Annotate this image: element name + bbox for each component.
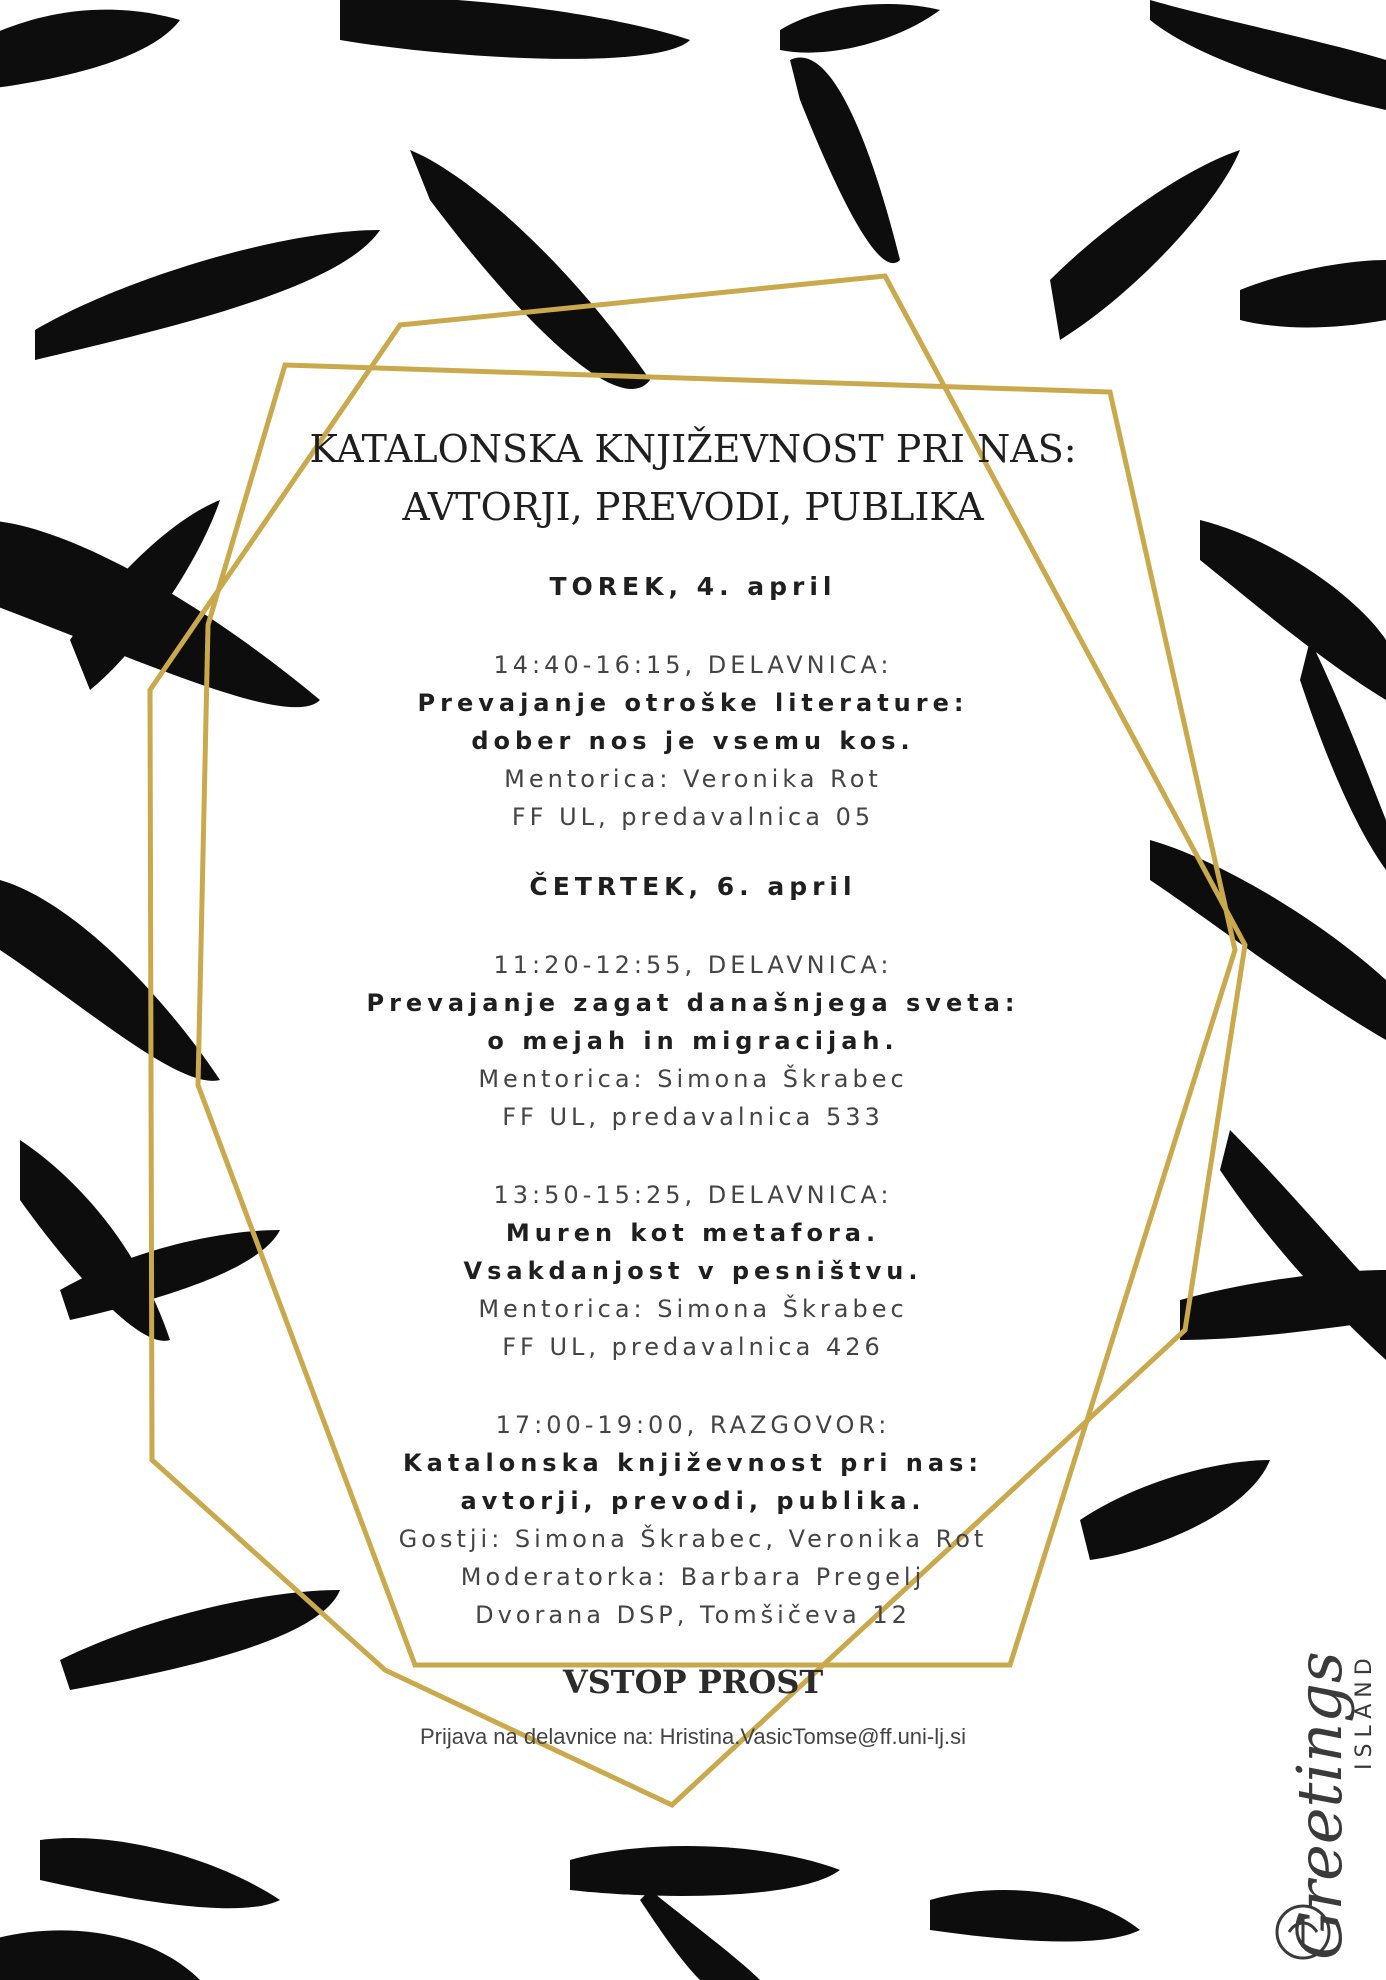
- session-thursday-3: [193, 1406, 1193, 1634]
- session-topic: o mejah in migracijah.: [487, 1027, 899, 1055]
- brand-subtitle: ISLAND: [1352, 1652, 1377, 1770]
- session-location: FF UL, predavalnica 426: [502, 1333, 884, 1361]
- session-topic: avtorji, prevodi, publika.: [460, 1487, 926, 1515]
- session-topic: Prevajanje zagat današnjega sveta:: [366, 989, 1020, 1017]
- session-topic: Prevajanje otroške literature:: [417, 689, 969, 717]
- page-title: [193, 420, 1193, 536]
- session-location: Dvorana DSP, Tomšičeva 12: [475, 1601, 911, 1629]
- title-line-2: AVTORJI, PREVODI, PUBLIKA: [402, 485, 984, 529]
- session-guests: Gostji: Simona Škrabec, Veronika Rot: [398, 1525, 988, 1553]
- session-topic: dober nos je vsemu kos.: [471, 727, 915, 755]
- registration-contact: Prijava na delavnice na: Hristina.VasicTomse@ff.uni-lj.si: [419, 1724, 967, 1749]
- session-thursday-2: [193, 1176, 1193, 1366]
- session-tuesday-1: [193, 646, 1193, 836]
- free-entry-notice: VSTOP PROST: [562, 1663, 824, 1701]
- session-moderator: Moderatorka: Barbara Pregelj: [460, 1563, 926, 1591]
- session-mentor: Mentorica: Veronika Rot: [504, 765, 882, 793]
- session-thursday-1: [193, 946, 1193, 1136]
- session-mentor: Mentorica: Simona Škrabec: [478, 1295, 908, 1323]
- session-topic: Vsakdanjost v pesništvu.: [463, 1257, 923, 1285]
- session-time: 11:20-12:55, DELAVNICA:: [493, 951, 893, 979]
- day-heading-tuesday: TOREK, 4. april: [549, 572, 837, 601]
- session-location: FF UL, predavalnica 05: [511, 803, 875, 831]
- brand-wordmark: Greetings: [1283, 1651, 1356, 1960]
- session-time: 13:50-15:25, DELAVNICA:: [493, 1181, 893, 1209]
- event-program: [193, 420, 1193, 1752]
- session-time: 14:40-16:15, DELAVNICA:: [493, 651, 893, 679]
- session-time: 17:00-19:00, RAZGOVOR:: [495, 1411, 891, 1439]
- session-location: FF UL, predavalnica 533: [502, 1103, 884, 1131]
- day-heading-thursday: ČETRTEK, 6. april: [529, 872, 857, 901]
- session-topic: Muren kot metafora.: [505, 1219, 881, 1247]
- session-mentor: Mentorica: Simona Škrabec: [478, 1065, 908, 1093]
- title-line-1: KATALONSKA KNJIŽEVNOST PRI NAS:: [309, 427, 1077, 471]
- session-topic: Katalonska književnost pri nas:: [403, 1449, 983, 1477]
